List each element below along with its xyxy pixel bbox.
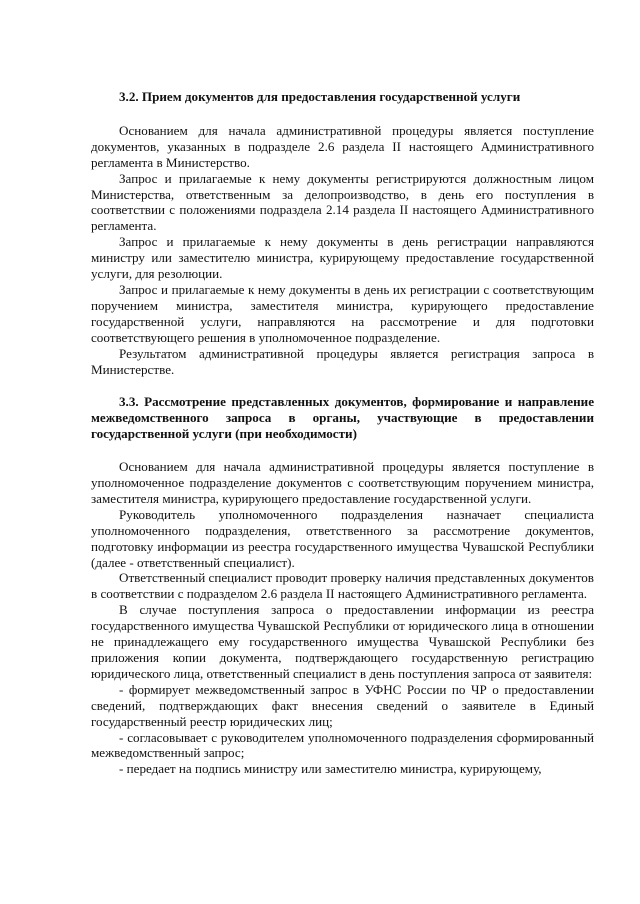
section-3-2-paragraph-4: Запрос и прилагаемые к нему документы в день их регистрации с соответствующим поручением министра, заместителя министра, курирующего предоставление государственной услуги, направляются на рассмотрение и для подготовки соответствующего решения в уполномоченное подразделение. (91, 281, 594, 345)
section-3-2-paragraph-1: Основанием для начала административной процедуры является поступление документов, указанных в подразделе 2.6 раздела II настоящего Административного регламента в Министерство. (91, 122, 594, 170)
section-3-3-paragraph-3: Ответственный специалист проводит проверку наличия представленных документов в соответствии с подразделом 2.6 раздела II настоящего Административного регламента. (91, 570, 594, 602)
section-3-3-list-item-2: - согласовывает с руководителем уполномоченного подразделения сформированный межведомственный запрос; (91, 729, 594, 761)
section-3-3-paragraph-2: Руководитель уполномоченного подразделения назначает специалиста уполномоченного подразделения, ответственного за рассмотрение документов, подготовку информации из реестра государственного имущества Чувашской Республики (далее - ответственный специалист). (91, 506, 594, 570)
section-3-3-list-item-3: - передает на подпись министру или заместителю министра, курирующему, (119, 761, 542, 777)
section-3-3-list-item-1: - формирует межведомственный запрос в УФНС России по ЧР о предоставлении сведений, подтверждающих факт внесения сведений о заявителе в Единый государственный реестр юридических лиц; (91, 681, 594, 729)
section-3-3-paragraph-4: В случае поступления запроса о предоставлении информации из реестра государственного имущества Чувашской Республики от юридического лица в отношении не принадлежащего ему государственного имущества Чувашской Республики без приложения копии документа, подтверждающего государственную регистрацию юридического лица, ответственный специалист в день поступления запроса от заявителя: (91, 602, 594, 681)
document-page (91, 89, 594, 777)
section-3-2-paragraph-2: Запрос и прилагаемые к нему документы регистрируются должностным лицом Министерства, ответственным за делопроизводство, в день его поступления в соответствии с положениями подраздела 2.14 раздела II настоящего Административного регламента. (91, 170, 594, 234)
section-3-3-heading: 3.3. Рассмотрение представленных документов, формирование и направление межведомственного запроса в органы, участвующие в предоставлении государственной услуги (при необходимости) (91, 394, 594, 442)
section-3-3-paragraph-1: Основанием для начала административной процедуры является поступление в уполномоченное подразделение документов с соответствующим поручением министра, заместителя министра, курирующего предоставление государственной услуги. (91, 459, 594, 506)
section-3-2-heading: 3.2. Прием документов для предоставления государственной услуги (119, 89, 521, 104)
section-3-2-paragraph-3: Запрос и прилагаемые к нему документы в день регистрации направляются министру или заместителю министра, курирующему предоставление государственной услуги, для резолюции. (91, 234, 594, 282)
section-3-2-paragraph-5: Результатом административной процедуры является регистрация запроса в Министерстве. (91, 345, 594, 377)
